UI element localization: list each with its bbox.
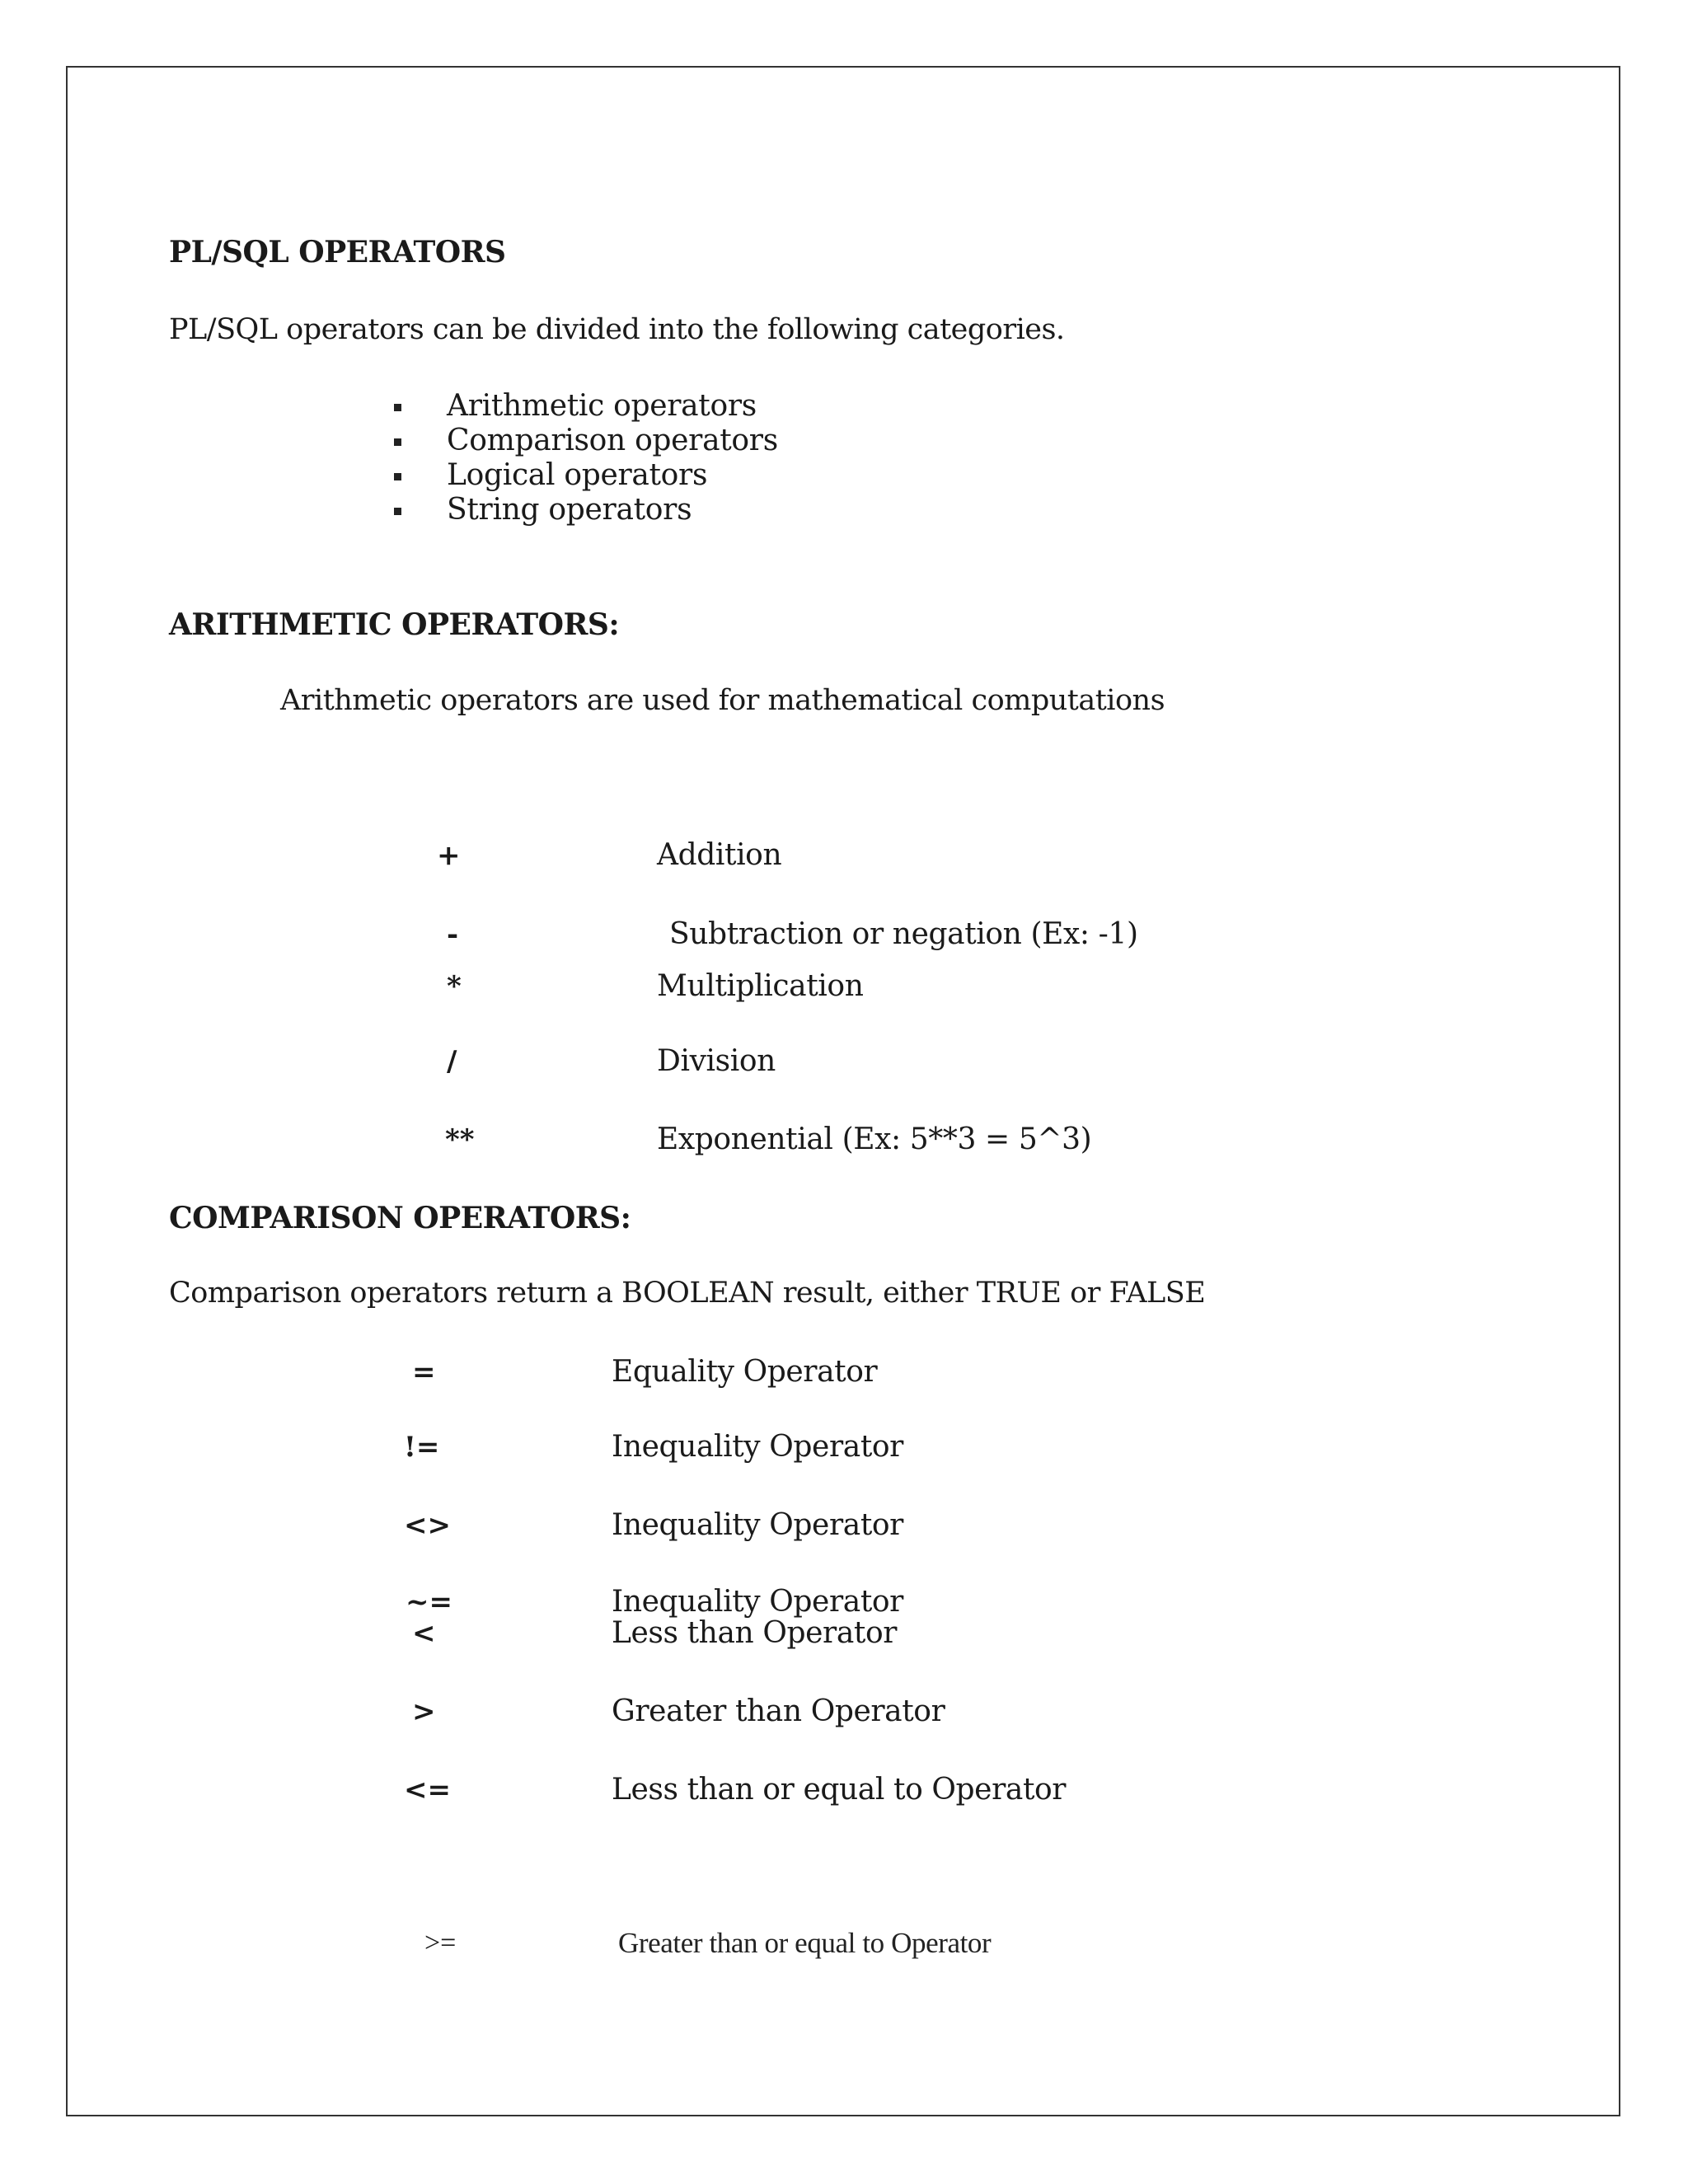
operator-symbol: =	[412, 1356, 436, 1389]
operator-meaning: Multiplication	[657, 969, 864, 1003]
operator-meaning: Exponential (Ex: 5**3 = 5^3)	[657, 1122, 1092, 1156]
intro-paragraph: PL/SQL operators can be divided into the following categories.	[169, 313, 1065, 346]
comparison-heading: COMPARISON OPERATORS:	[169, 1201, 631, 1235]
operator-symbol: !=	[404, 1431, 440, 1464]
operator-meaning: Inequality Operator	[612, 1585, 903, 1619]
operator-meaning: Subtraction or negation (Ex: -1)	[669, 917, 1138, 951]
operator-meaning: Less than or equal to Operator	[612, 1773, 1067, 1807]
operator-meaning: Division	[657, 1044, 776, 1078]
operator-symbol: <	[412, 1617, 436, 1650]
page-title: PL/SQL OPERATORS	[169, 235, 506, 269]
operator-symbol: ~=	[406, 1586, 452, 1619]
list-item: String operators	[387, 493, 778, 527]
page-border	[66, 66, 1620, 2116]
operator-symbol: -	[447, 918, 459, 951]
operator-symbol: >=	[424, 1928, 457, 1958]
arithmetic-heading: ARITHMETIC OPERATORS:	[169, 607, 620, 642]
operator-meaning: Equality Operator	[612, 1355, 878, 1389]
operator-symbol: >	[412, 1695, 436, 1728]
arithmetic-description: Arithmetic operators are used for mathematical computations	[280, 684, 1165, 717]
comparison-description: Comparison operators return a BOOLEAN result, either TRUE or FALSE	[169, 1277, 1206, 1310]
operator-symbol: /	[447, 1045, 457, 1078]
list-item: Logical operators	[387, 458, 778, 493]
operator-symbol: <=	[404, 1774, 451, 1807]
operator-meaning: Addition	[657, 838, 782, 872]
operator-symbol: +	[437, 839, 461, 872]
operator-meaning: Inequality Operator	[612, 1430, 903, 1464]
operator-symbol: <>	[404, 1509, 451, 1542]
operator-symbol: **	[445, 1123, 475, 1156]
category-list	[387, 389, 778, 527]
list-item: Arithmetic operators	[387, 389, 778, 424]
list-item: Comparison operators	[387, 424, 778, 458]
operator-symbol: *	[447, 970, 462, 1003]
operator-meaning: Inequality Operator	[612, 1508, 903, 1542]
operator-meaning: Greater than or equal to Operator	[618, 1927, 992, 1959]
operator-meaning: Less than Operator	[612, 1616, 898, 1650]
operator-meaning: Greater than Operator	[612, 1694, 945, 1728]
